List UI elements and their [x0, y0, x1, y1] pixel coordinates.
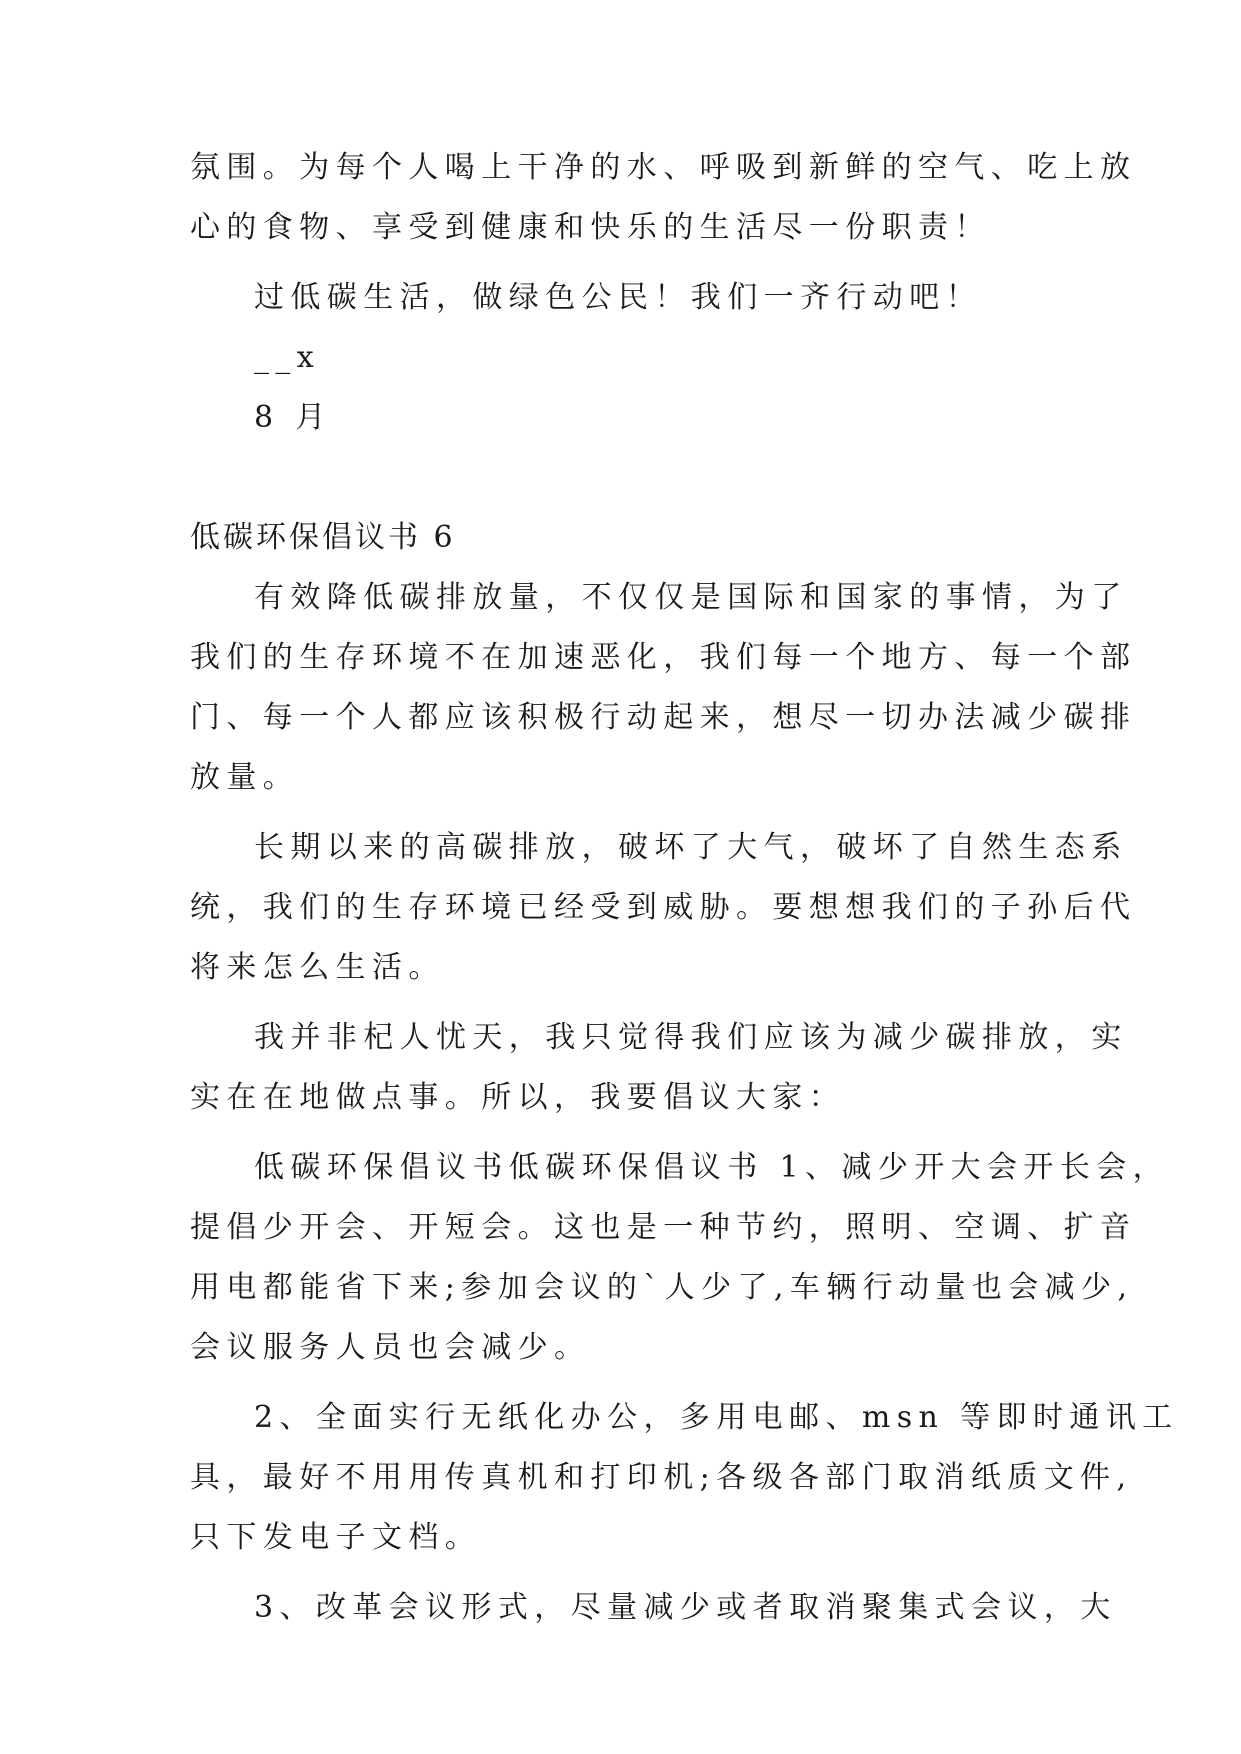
- paragraph-line: 氛围。为每个人喝上干净的水、呼吸到新鲜的空气、吃上放: [190, 150, 1137, 185]
- date-line: 8 月: [254, 400, 332, 435]
- paragraph-line: 实在在地做点事。所以，我要倡议大家：: [190, 1080, 846, 1115]
- slogan-line: 过低碳生活，做绿色公民！我们一齐行动吧！: [254, 280, 982, 315]
- paragraph-line: 提倡少开会、开短会。这也是一种节约，照明、空调、扩音: [190, 1210, 1137, 1245]
- paragraph-line: 心的食物、享受到健康和快乐的生活尽一份职责！: [190, 210, 991, 245]
- paragraph-line: 有效降低碳排放量，不仅仅是国际和国家的事情，为了: [254, 580, 1128, 615]
- paragraph-line: 只下发电子文档。: [190, 1520, 482, 1555]
- paragraph-line: 低碳环保倡议书低碳环保倡议书 1、减少开大会开长会，: [254, 1150, 1170, 1185]
- paragraph-line: 统，我们的生存环境已经受到威胁。要想想我们的子孙后代: [190, 890, 1137, 925]
- paragraph-line: 2、全面实行无纸化办公，多用电邮、msn 等即时通讯工: [254, 1400, 1179, 1435]
- paragraph-line: 放量。: [190, 760, 300, 795]
- paragraph-line: 长期以来的高碳排放，破坏了大气，破坏了自然生态系: [254, 830, 1128, 865]
- paragraph-line: 门、每一个人都应该积极行动起来，想尽一切办法减少碳排: [190, 700, 1137, 735]
- section-heading: 低碳环保倡议书 6: [190, 520, 456, 555]
- paragraph-line: 用电都能省下来;参加会议的`人少了,车辆行动量也会减少,: [190, 1270, 1134, 1305]
- signature-line: __x: [254, 340, 321, 375]
- paragraph-line: 具，最好不用用传真机和打印机;各级各部门取消纸质文件,: [190, 1460, 1133, 1495]
- paragraph-line: 3、改革会议形式，尽量减少或者取消聚集式会议，大: [254, 1590, 1117, 1625]
- paragraph-line: 会议服务人员也会减少。: [190, 1330, 591, 1365]
- paragraph-line: 将来怎么生活。: [190, 950, 445, 985]
- paragraph-line: 我并非杞人忧天，我只觉得我们应该为减少碳排放，实: [254, 1020, 1128, 1055]
- paragraph-line: 我们的生存环境不在加速恶化，我们每一个地方、每一个部: [190, 640, 1137, 675]
